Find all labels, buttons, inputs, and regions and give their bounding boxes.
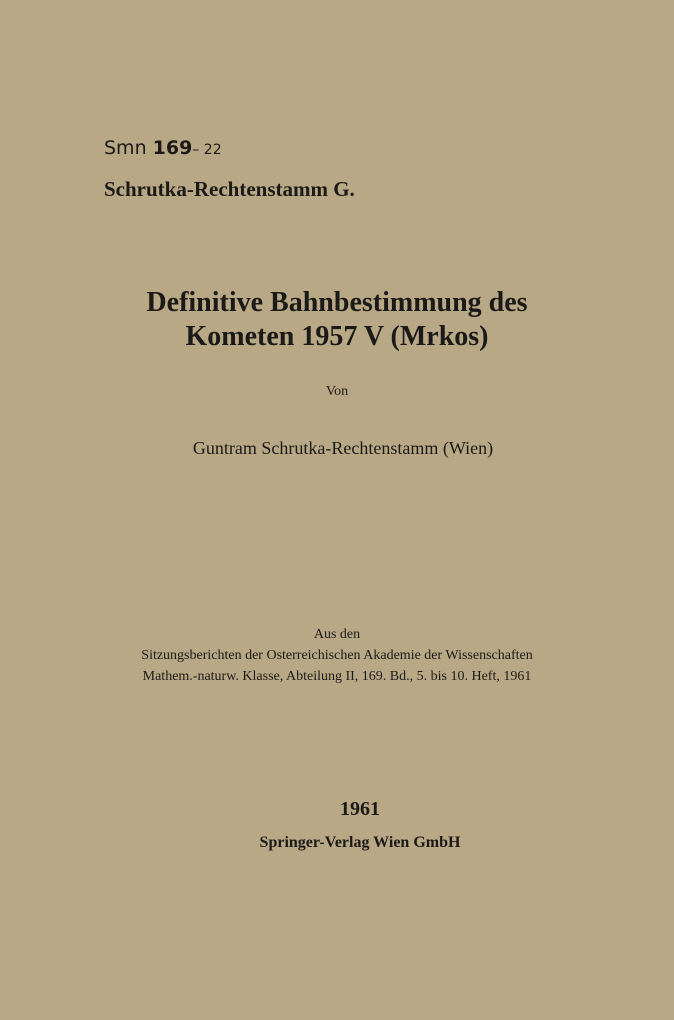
von-label: Von [325, 384, 349, 399]
title-line-1: Definitive Bahnbestimmung des [146, 287, 528, 318]
publication-year: 1961 [340, 798, 380, 820]
signature-suffix: – 22 [192, 142, 222, 158]
source-line-3: Mathem.-naturw. Klasse, Abteilung II, 169. Bd., 5. bis 10. Heft, 1961 [142, 669, 532, 684]
source-line-2: Sitzungsberichten der Osterreichischen Akademie der Wissenschaften [141, 648, 533, 663]
signature-prefix: Smn [104, 137, 147, 159]
author-full-name: Guntram Schrutka-Rechtenstamm (Wien) [192, 438, 494, 458]
source-line-1: Aus den [313, 627, 361, 642]
author-short-name: Schrutka-Rechtenstamm G. [104, 177, 355, 201]
source-citation [0, 624, 674, 687]
page-title [100, 286, 574, 354]
signature-number: 169 [152, 137, 193, 159]
title-line-2: Kometen 1957 V (Mrkos) [185, 321, 489, 352]
library-signature [104, 134, 222, 164]
publisher: Springer-Verlag Wien GmbH [259, 834, 461, 851]
